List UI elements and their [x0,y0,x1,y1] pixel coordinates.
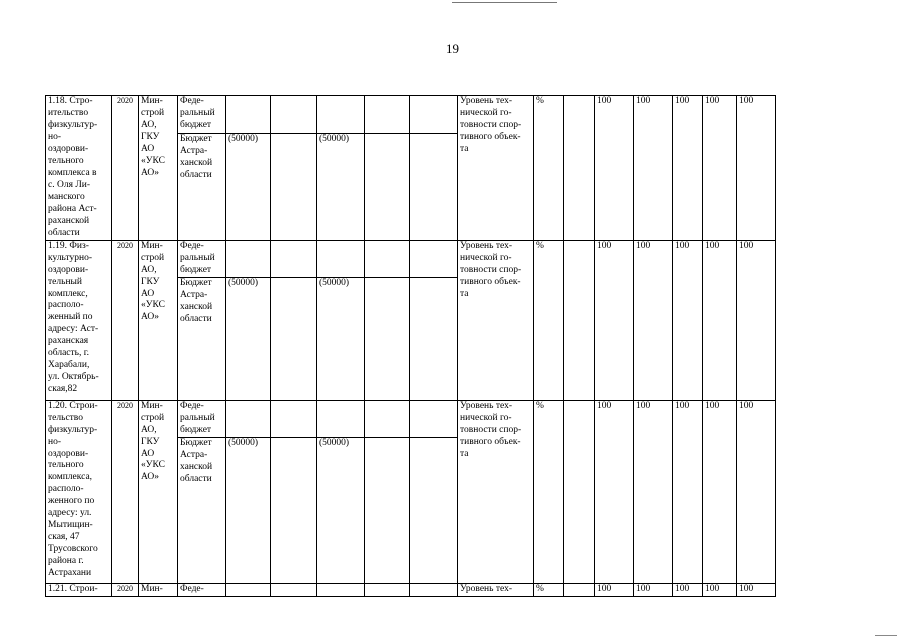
amount-cell [226,583,271,596]
table-row [46,240,841,277]
amount-total-cell [226,400,271,437]
program-table [45,95,841,597]
indicator-cell: Уровень тех- нической го- товности спор- тивного объек- та [458,240,534,400]
amount-total-cell: (50000) [226,437,271,583]
indicator-value-cell: 100 [673,96,703,241]
indicator-cell: Уровень тех- [458,583,534,596]
amount-cell [410,277,458,400]
amount-cell [271,437,317,583]
header-rule [452,2,557,3]
page-number: 19 [446,41,459,56]
amount-cell [365,277,410,400]
amount-total-cell: (50000) [226,133,271,240]
indicator-value-cell: 100 [673,583,703,596]
funding-source-cell: Феде- ральный бюджет [178,240,226,277]
indicator-cell: Уровень тех- нической го- товности спор- тивного объек- та [458,400,534,583]
amount-cell [410,583,458,596]
amount-cell [317,583,365,596]
indicator-value-cell [564,583,595,596]
amount-cell [365,437,410,583]
amount-cell [271,133,317,240]
indicator-value-cell: 100 [703,400,737,583]
indicator-value-cell: 100 [673,400,703,583]
amount-cell [271,96,317,134]
indicator-cell: Уровень тех- нической го- товности спор- тивного объек- та [458,96,534,241]
amount-2020-cell: (50000) [317,277,365,400]
indicator-value-cell: 100 [595,240,634,400]
indicator-value-cell: 100 [634,240,673,400]
year-cell: 2020 [112,583,139,596]
amount-cell [365,240,410,277]
year-cell: 2020 [112,400,139,583]
object-name-cell: 1.21. Строи- [46,583,112,596]
funding-source-cell: Феде- ральный бюджет [178,96,226,134]
year-cell: 2020 [112,96,139,241]
funding-source-cell: Феде- [178,583,226,596]
indicator-value-cell [564,240,595,400]
amount-cell [410,240,458,277]
indicator-value-cell: 100 [634,96,673,241]
executor-cell: Мин- строй АО, ГКУ АО «УКС АО» [139,400,178,583]
table-row [46,400,841,437]
amount-cell [365,400,410,437]
funding-source-cell: Феде- ральный бюджет [178,400,226,437]
corner-mark [875,635,897,636]
object-name-cell: 1.19. Физ- культурно- оздорови- тельный комплекс, располо- женный по адресу: Аст- раханская область, г. Харабали, ул. Октябрь- ская,82 [46,240,112,400]
year-cell: 2020 [112,240,139,400]
indicator-value-cell: 100 [703,96,737,241]
amount-2020-cell: (50000) [317,437,365,583]
unit-cell: % [534,400,564,583]
indicator-value-cell [564,96,595,241]
amount-2020-cell [317,240,365,277]
unit-cell: % [534,240,564,400]
indicator-value-cell: 100 [703,240,737,400]
funding-source-cell: Бюджет Астра- ханской области [178,437,226,583]
amount-2020-cell [317,400,365,437]
table-row-partial [46,583,841,596]
indicator-value-cell: 100 [595,583,634,596]
indicator-value-cell: 100 [595,400,634,583]
amount-cell [271,583,317,596]
amount-total-cell: (50000) [226,277,271,400]
unit-cell: % [534,583,564,596]
table-row [46,96,841,134]
funding-source-cell: Бюджет Астра- ханской области [178,133,226,240]
indicator-value-cell [564,400,595,583]
amount-total-cell [226,96,271,134]
amount-cell [410,133,458,240]
amount-cell [365,96,410,134]
indicator-value-cell: 100 [673,240,703,400]
indicator-value-cell: 100 [703,583,737,596]
amount-cell [410,96,458,134]
indicator-value-cell: 100 [634,400,673,583]
amount-cell [365,583,410,596]
executor-cell: Мин- [139,583,178,596]
indicator-value-cell: 100 [737,400,776,583]
object-name-cell: 1.18. Стро- ительство физкультур- но- оздорови- тельного комплекса в с. Оля Ли- манского района Аст- раханской области [46,96,112,241]
amount-total-cell [226,240,271,277]
executor-cell: Мин- строй АО, ГКУ АО «УКС АО» [139,240,178,400]
object-name-cell: 1.20. Строи- тельство физкультур- но- оздорови- тельного комплекса, располо- женного по адресу: ул. Мытищин- ская, 47 Трусовского района г. Астрахани [46,400,112,583]
amount-2020-cell [317,96,365,134]
executor-cell: Мин- строй АО, ГКУ АО «УКС АО» [139,96,178,241]
unit-cell: % [534,96,564,241]
indicator-value-cell: 100 [737,96,776,241]
indicator-value-cell: 100 [737,583,776,596]
indicator-value-cell: 100 [595,96,634,241]
amount-2020-cell: (50000) [317,133,365,240]
indicator-value-cell: 100 [737,240,776,400]
amount-cell [365,133,410,240]
amount-cell [271,240,317,277]
funding-source-cell: Бюджет Астра- ханской области [178,277,226,400]
amount-cell [410,400,458,437]
amount-cell [410,437,458,583]
amount-cell [271,277,317,400]
amount-cell [271,400,317,437]
indicator-value-cell: 100 [634,583,673,596]
